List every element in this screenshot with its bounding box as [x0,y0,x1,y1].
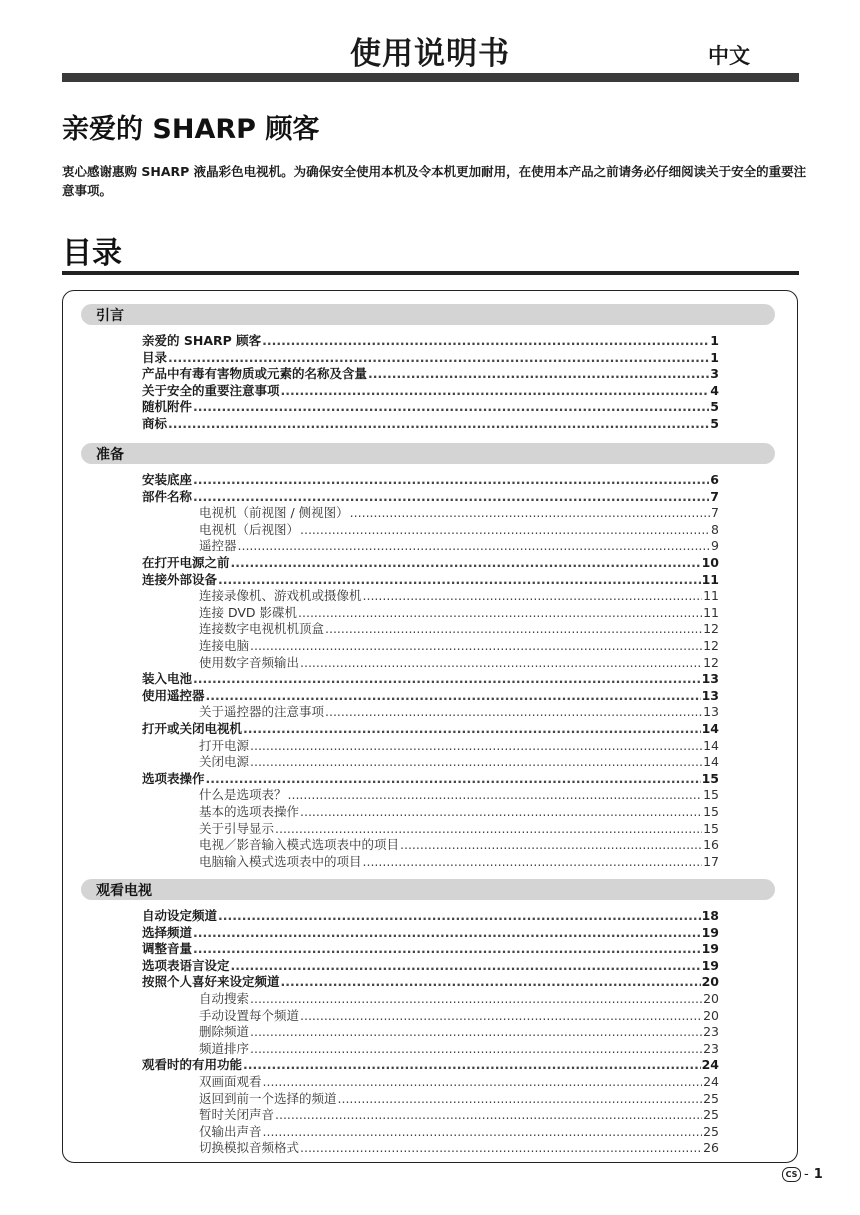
dot-leader [275,1107,702,1124]
header-rule [62,73,799,82]
toc-entry-page: 5 [710,399,719,415]
toc-entry[interactable] [199,605,719,622]
dot-leader [193,489,709,506]
greeting-text: 衷心感谢惠购 SHARP 液晶彩色电视机。为确保安全使用本机及令本机更加耐用，在使用本产品之前请务必仔细阅读关于安全的重要注意事项。 [62,164,807,198]
toc-entry-page: 19 [701,924,719,940]
toc-entry-title: 选项表操作 [142,770,205,786]
dot-leader [263,1124,703,1141]
dot-leader [250,1024,702,1041]
toc-entry-title: 安装底座 [142,472,193,487]
dot-leader [243,1057,701,1074]
section-label: 准备 [96,447,124,463]
toc-entry-title: 仅输出声音 [199,1123,262,1139]
toc-entry-page: 11 [703,588,719,604]
toc-entry-page: 7 [710,488,719,504]
dot-leader [263,1074,703,1091]
dot-leader [300,655,702,672]
toc-entry-page: 7 [711,505,719,521]
dot-leader [193,399,709,416]
toc-entry-title: 产品中有毒有害物质或元素的名称及含量 [142,366,368,382]
toc-entry-page: 9 [711,538,719,554]
toc-entry[interactable] [142,333,719,350]
toc-entry-page: 1 [710,333,719,348]
dot-leader [206,771,701,788]
dot-leader [325,621,702,638]
toc-entry-title: 亲爱的 SHARP 顾客 [142,333,262,348]
toc-entry-page: 25 [703,1107,719,1123]
dot-leader [218,572,701,589]
toc-entry-title: 自动设定频道 [142,908,218,923]
toc-entry-page: 18 [701,908,719,923]
dot-leader [325,704,702,721]
toc-entry-title: 切换模拟音频格式 [199,1140,300,1156]
dot-leader [338,1091,703,1108]
toc-entry-page: 17 [703,853,719,869]
toc-entry-title: 使用遥控器 [142,687,205,703]
greeting-heading: 亲爱的 SHARP 顾客 [62,114,320,145]
toc-entry[interactable] [199,738,719,755]
page-separator: - [804,1167,809,1182]
toc-entry-page: 19 [701,957,719,973]
contents-heading: 目录 [62,236,122,271]
dot-leader [193,941,701,958]
toc-entry-page: 13 [701,671,719,687]
toc-entry[interactable] [142,416,719,433]
toc-entry-page: 16 [703,837,719,853]
toc-entry-page: 13 [701,687,719,703]
manual-title: 使用说明书 [350,36,510,72]
toc-entry[interactable] [142,555,719,572]
toc-entry[interactable] [199,1124,719,1141]
section-label: 引言 [96,308,124,324]
toc-entry-title: 选项表语言设定 [142,957,230,973]
dot-leader [250,738,702,755]
dot-leader [193,671,701,688]
toc-entry[interactable] [199,1107,719,1124]
language-code-badge: CS [782,1167,801,1182]
toc-entry-title: 连接数字电视机机顶盒 [199,621,325,637]
dot-leader [400,837,702,854]
toc-entry-title: 双画面观看 [199,1074,262,1089]
page-footer [782,1167,823,1182]
toc-entry[interactable] [199,991,719,1008]
toc-entry-title: 观看时的有用功能 [142,1057,243,1073]
toc-entry-page: 12 [703,654,719,670]
toc-entry-title: 返回到前一个选择的频道 [199,1090,337,1106]
dot-leader [300,804,702,821]
page-number: 1 [813,1167,823,1182]
toc-entry[interactable] [142,350,719,367]
toc-entry[interactable] [199,1041,719,1058]
toc-entry[interactable] [199,1091,719,1108]
dot-leader [288,787,703,804]
toc-entry-page: 6 [710,472,719,487]
toc-entry-title: 关于引导显示 [199,820,275,836]
toc-entry-title: 连接 DVD 影碟机 [199,604,298,620]
dot-leader [250,754,702,771]
toc-entry-page: 23 [703,1024,719,1040]
toc-entry[interactable] [199,754,719,771]
toc-entry-title: 什么是选项表？ [199,787,287,803]
toc-entry-page: 23 [703,1040,719,1056]
dot-leader [231,958,701,975]
toc-entry[interactable] [142,925,719,942]
section-header [81,879,775,900]
toc-entry-page: 10 [701,555,719,570]
toc-entry[interactable] [142,974,719,991]
toc-entry-title: 遥控器 [199,538,237,554]
toc-entry-title: 频道排序 [199,1040,250,1056]
toc-entry-title: 在打开电源之前 [142,555,230,570]
toc-entry-title: 连接外部设备 [142,571,218,587]
toc-entry-title: 连接电脑 [199,638,250,653]
toc-entry[interactable] [199,837,719,854]
toc-entry-page: 25 [703,1090,719,1106]
section-header [81,443,775,464]
dot-leader [250,1041,702,1058]
toc-entry[interactable] [199,1008,719,1025]
toc-entry-page: 11 [701,571,719,587]
dot-leader [168,350,709,367]
toc-entry-title: 装入电池 [142,671,193,687]
toc-entry-title: 暂时关闭声音 [199,1107,275,1123]
section-header [81,304,775,325]
toc-entry[interactable] [199,655,719,672]
dot-leader [193,472,709,489]
dot-leader [168,416,709,433]
toc-entry[interactable] [199,1074,719,1091]
toc-entry-page: 26 [703,1140,719,1156]
toc-entry-title: 自动搜索 [199,991,250,1006]
toc-entry[interactable] [199,638,719,655]
toc-entry-page: 3 [710,366,719,382]
toc-entry[interactable] [142,489,719,506]
toc-entry-title: 电视机（后视图） [199,521,300,537]
dot-leader [281,974,701,991]
toc-entry-page: 14 [701,721,719,736]
toc-entry[interactable] [199,522,719,539]
toc-entry[interactable] [142,908,719,925]
toc-entry-page: 8 [711,521,719,537]
toc-entry[interactable] [199,704,719,721]
toc-entry-page: 20 [703,991,719,1006]
toc-entry-title: 基本的选项表操作 [199,804,300,819]
dot-leader [193,925,701,942]
toc-entry[interactable] [142,941,719,958]
dot-leader [300,1140,702,1157]
toc-entry-page: 20 [701,974,719,990]
toc-entry-page: 15 [703,787,719,803]
toc-entry-page: 12 [703,621,719,637]
dot-leader [300,1008,702,1025]
toc-entry-page: 19 [701,941,719,957]
toc-entry-title: 电视机（前视图 / 侧视图） [199,505,349,521]
toc-entry-page: 15 [703,820,719,836]
dot-leader [243,721,701,738]
toc-entry-title: 选择频道 [142,924,193,940]
toc-entry-page: 25 [703,1123,719,1139]
toc-entry[interactable] [142,399,719,416]
toc-entry[interactable] [199,588,719,605]
toc-entry-page: 14 [703,754,719,770]
toc-entry[interactable] [199,505,719,522]
toc-entry-title: 关于遥控器的注意事项 [199,704,325,720]
toc-entry-page: 13 [703,704,719,720]
dot-leader [363,854,703,871]
dot-leader [281,383,710,400]
toc-entry-title: 打开电源 [199,737,250,753]
toc-entry-page: 5 [710,416,719,431]
toc-entry-title: 按照个人喜好来设定频道 [142,974,280,990]
toc-entry[interactable] [142,472,719,489]
toc-entry[interactable] [142,958,719,975]
toc-entry-title: 部件名称 [142,488,193,504]
toc-entry-title: 使用数字音频输出 [199,654,300,670]
dot-leader [250,991,702,1008]
toc-entry[interactable] [199,621,719,638]
dot-leader [231,555,701,572]
toc-entry[interactable] [142,366,719,383]
toc-entry[interactable] [199,821,719,838]
toc-entry[interactable] [142,383,719,400]
toc-entry-title: 手动设置每个频道 [199,1007,300,1023]
toc-entry[interactable] [142,1057,719,1074]
dot-leader [368,366,709,383]
toc-entry[interactable] [199,854,719,871]
section-label: 观看电视 [96,883,152,899]
toc-entry-title: 调整音量 [142,941,193,957]
toc-entry[interactable] [199,1024,719,1041]
dot-leader [238,538,711,555]
toc-entry-page: 15 [703,804,719,819]
toc-entry-page: 4 [710,382,719,398]
toc-entry-title: 删除频道 [199,1024,250,1040]
dot-leader [218,908,701,925]
toc-entry[interactable] [199,787,719,804]
toc-entry-title: 关于安全的重要注意事项 [142,382,280,398]
toc-entry-page: 11 [703,604,719,620]
toc-entry-page: 12 [703,638,719,653]
toc-entry-page: 14 [703,737,719,753]
toc-entry-title: 随机附件 [142,399,193,415]
toc-entry[interactable] [142,721,719,738]
toc-entry[interactable] [199,804,719,821]
language-label: 中文 [708,44,750,68]
dot-leader [250,638,702,655]
toc-entry-title: 关闭电源 [199,754,250,770]
toc-entry-title: 商标 [142,416,168,431]
dot-leader [300,522,710,539]
toc-entry-page: 24 [703,1074,719,1089]
toc-entry[interactable] [199,1140,719,1157]
toc-entry-page: 1 [710,349,719,365]
toc-entry[interactable] [142,572,719,589]
toc-entry-title: 电脑输入模式选项表中的项目 [199,853,362,869]
dot-leader [363,588,703,605]
toc-entry-page: 20 [703,1007,719,1023]
toc-entry[interactable] [199,538,719,555]
dot-leader [275,821,702,838]
toc-entry[interactable] [142,671,719,688]
toc-entry-page: 15 [701,770,719,786]
contents-rule [62,271,799,275]
dot-leader [206,688,701,705]
toc-entry-page: 24 [701,1057,719,1073]
toc-entry-title: 连接录像机、游戏机或摄像机 [199,588,362,604]
toc-entry[interactable] [142,771,719,788]
toc-entry-title: 目录 [142,349,168,365]
toc-entry-title: 电视／影音输入模式选项表中的项目 [199,837,400,853]
toc-entry-title: 打开或关闭电视机 [142,721,243,736]
dot-leader [262,333,709,350]
dot-leader [298,605,702,622]
dot-leader [350,505,710,522]
toc-entry[interactable] [142,688,719,705]
